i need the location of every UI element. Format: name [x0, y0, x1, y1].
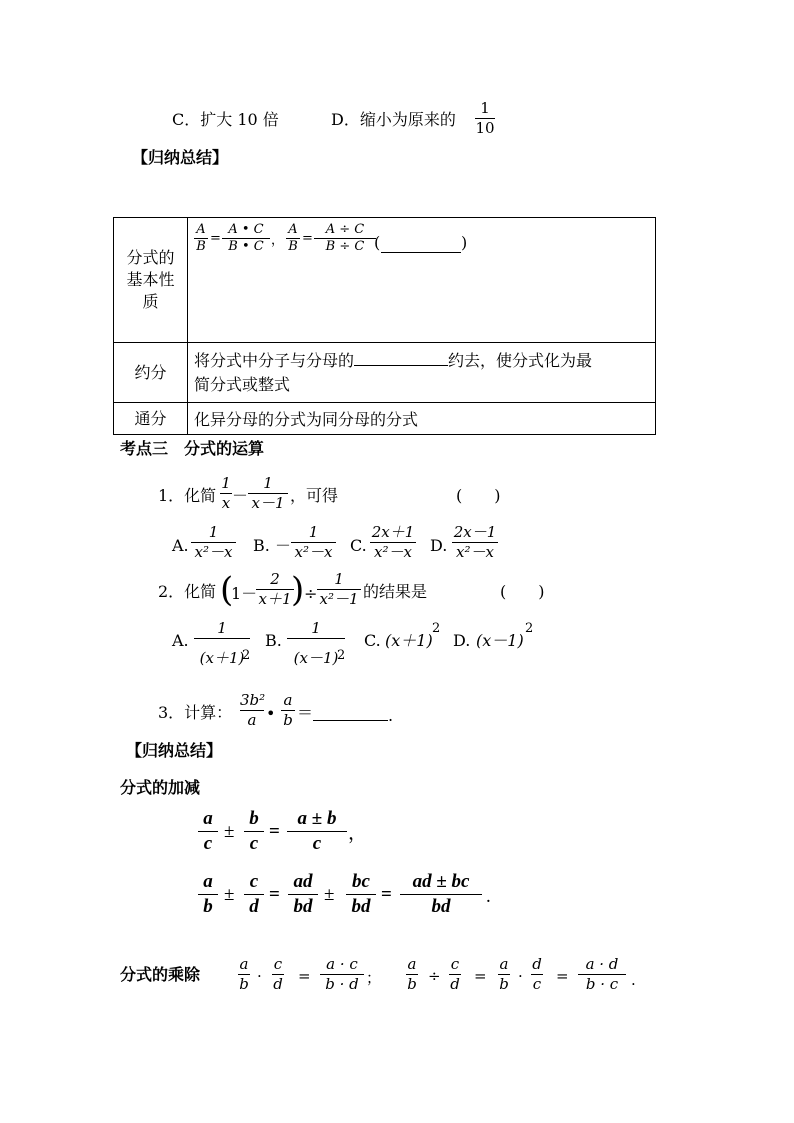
fraction: a b: [198, 870, 218, 919]
answer-blank[interactable]: [381, 252, 461, 253]
fraction: c d: [244, 870, 264, 919]
fraction: a b: [281, 691, 295, 730]
q1-option-a[interactable]: 1 x²－x: [191, 523, 236, 562]
row-head-basic-property: 分式的基本性质: [114, 218, 188, 343]
fraction: 1 x－1: [248, 474, 288, 513]
fraction: A • C B • C: [222, 222, 270, 255]
summary-title-2: 【归纳总结】: [126, 741, 223, 760]
row-head-reduce: 约分: [114, 343, 188, 403]
q1-option-b[interactable]: 1 x²－x: [291, 523, 336, 562]
fraction: ad bd: [288, 870, 318, 919]
table-row: [114, 403, 656, 435]
q1-answer-bracket[interactable]: ( ): [456, 486, 501, 505]
muldiv-title: 分式的乘除: [120, 965, 201, 984]
option-d: D．缩小为原来的: [331, 110, 456, 129]
fraction: a b: [407, 955, 417, 993]
table-row: [114, 343, 656, 403]
fraction: ad ± bc bd: [400, 870, 482, 919]
q1-option-c[interactable]: 2x＋1 x²－x: [371, 523, 415, 561]
q2-prefix: 2．化简: [158, 582, 217, 601]
q3-prefix: 3．计算：: [158, 703, 233, 722]
table-row: [114, 218, 656, 343]
fraction: a ± b c: [287, 807, 347, 856]
section-3-title: 考点三 分式的运算: [120, 439, 265, 458]
fraction: a c: [198, 807, 218, 856]
summary-title-1: 【归纳总结】: [132, 148, 229, 167]
answer-blank[interactable]: [354, 351, 448, 366]
fraction: A B: [286, 222, 300, 255]
fraction: 1 x²－1: [317, 570, 361, 609]
q2-option-c[interactable]: (x＋1): [385, 631, 433, 650]
option-d-fraction: 1 10: [475, 99, 495, 137]
fraction-properties-table: [113, 217, 656, 435]
fraction: A ÷ C B ÷ C: [314, 222, 376, 255]
fraction: b c: [244, 807, 264, 856]
fraction: a · d b · c: [578, 955, 626, 994]
fraction: a · c b · d: [320, 955, 364, 994]
q2-option-b[interactable]: 1 (x－1): [287, 619, 345, 668]
q2-option-d[interactable]: (x－1): [476, 631, 524, 650]
fraction: c d: [450, 955, 460, 993]
q2-option-a[interactable]: 1 (x＋1): [194, 619, 250, 668]
addsub-title: 分式的加减: [120, 778, 201, 797]
basic-property-formula: A B = A • C B • C ， A B = A ÷ C B ÷ C ( ): [188, 218, 656, 343]
fraction: a b: [499, 955, 509, 993]
fraction: 1 x: [221, 474, 231, 512]
fraction: d c: [532, 955, 542, 993]
row-head-common-denominator: 通分: [114, 403, 188, 435]
common-denominator-description: 化异分母的分式为同分母的分式: [188, 403, 656, 435]
fraction: c d: [273, 955, 283, 993]
fraction: A B: [194, 222, 208, 255]
q1-option-d[interactable]: 2x－1 x²－x: [453, 523, 497, 561]
fraction: bc bd: [346, 870, 376, 919]
fraction: a b: [239, 955, 249, 993]
fraction: 3b² a: [240, 691, 266, 729]
option-c: C．扩大 10 倍: [172, 110, 279, 129]
q2-answer-bracket[interactable]: ( ): [500, 582, 545, 601]
q3-answer-blank[interactable]: [313, 720, 388, 721]
reduce-description: 将分式中分子与分母的 约去，使分式化为最 简分式或整式: [188, 343, 656, 403]
fraction: 2 x＋1: [256, 570, 294, 609]
q1-prefix: 1．化简: [158, 486, 217, 505]
